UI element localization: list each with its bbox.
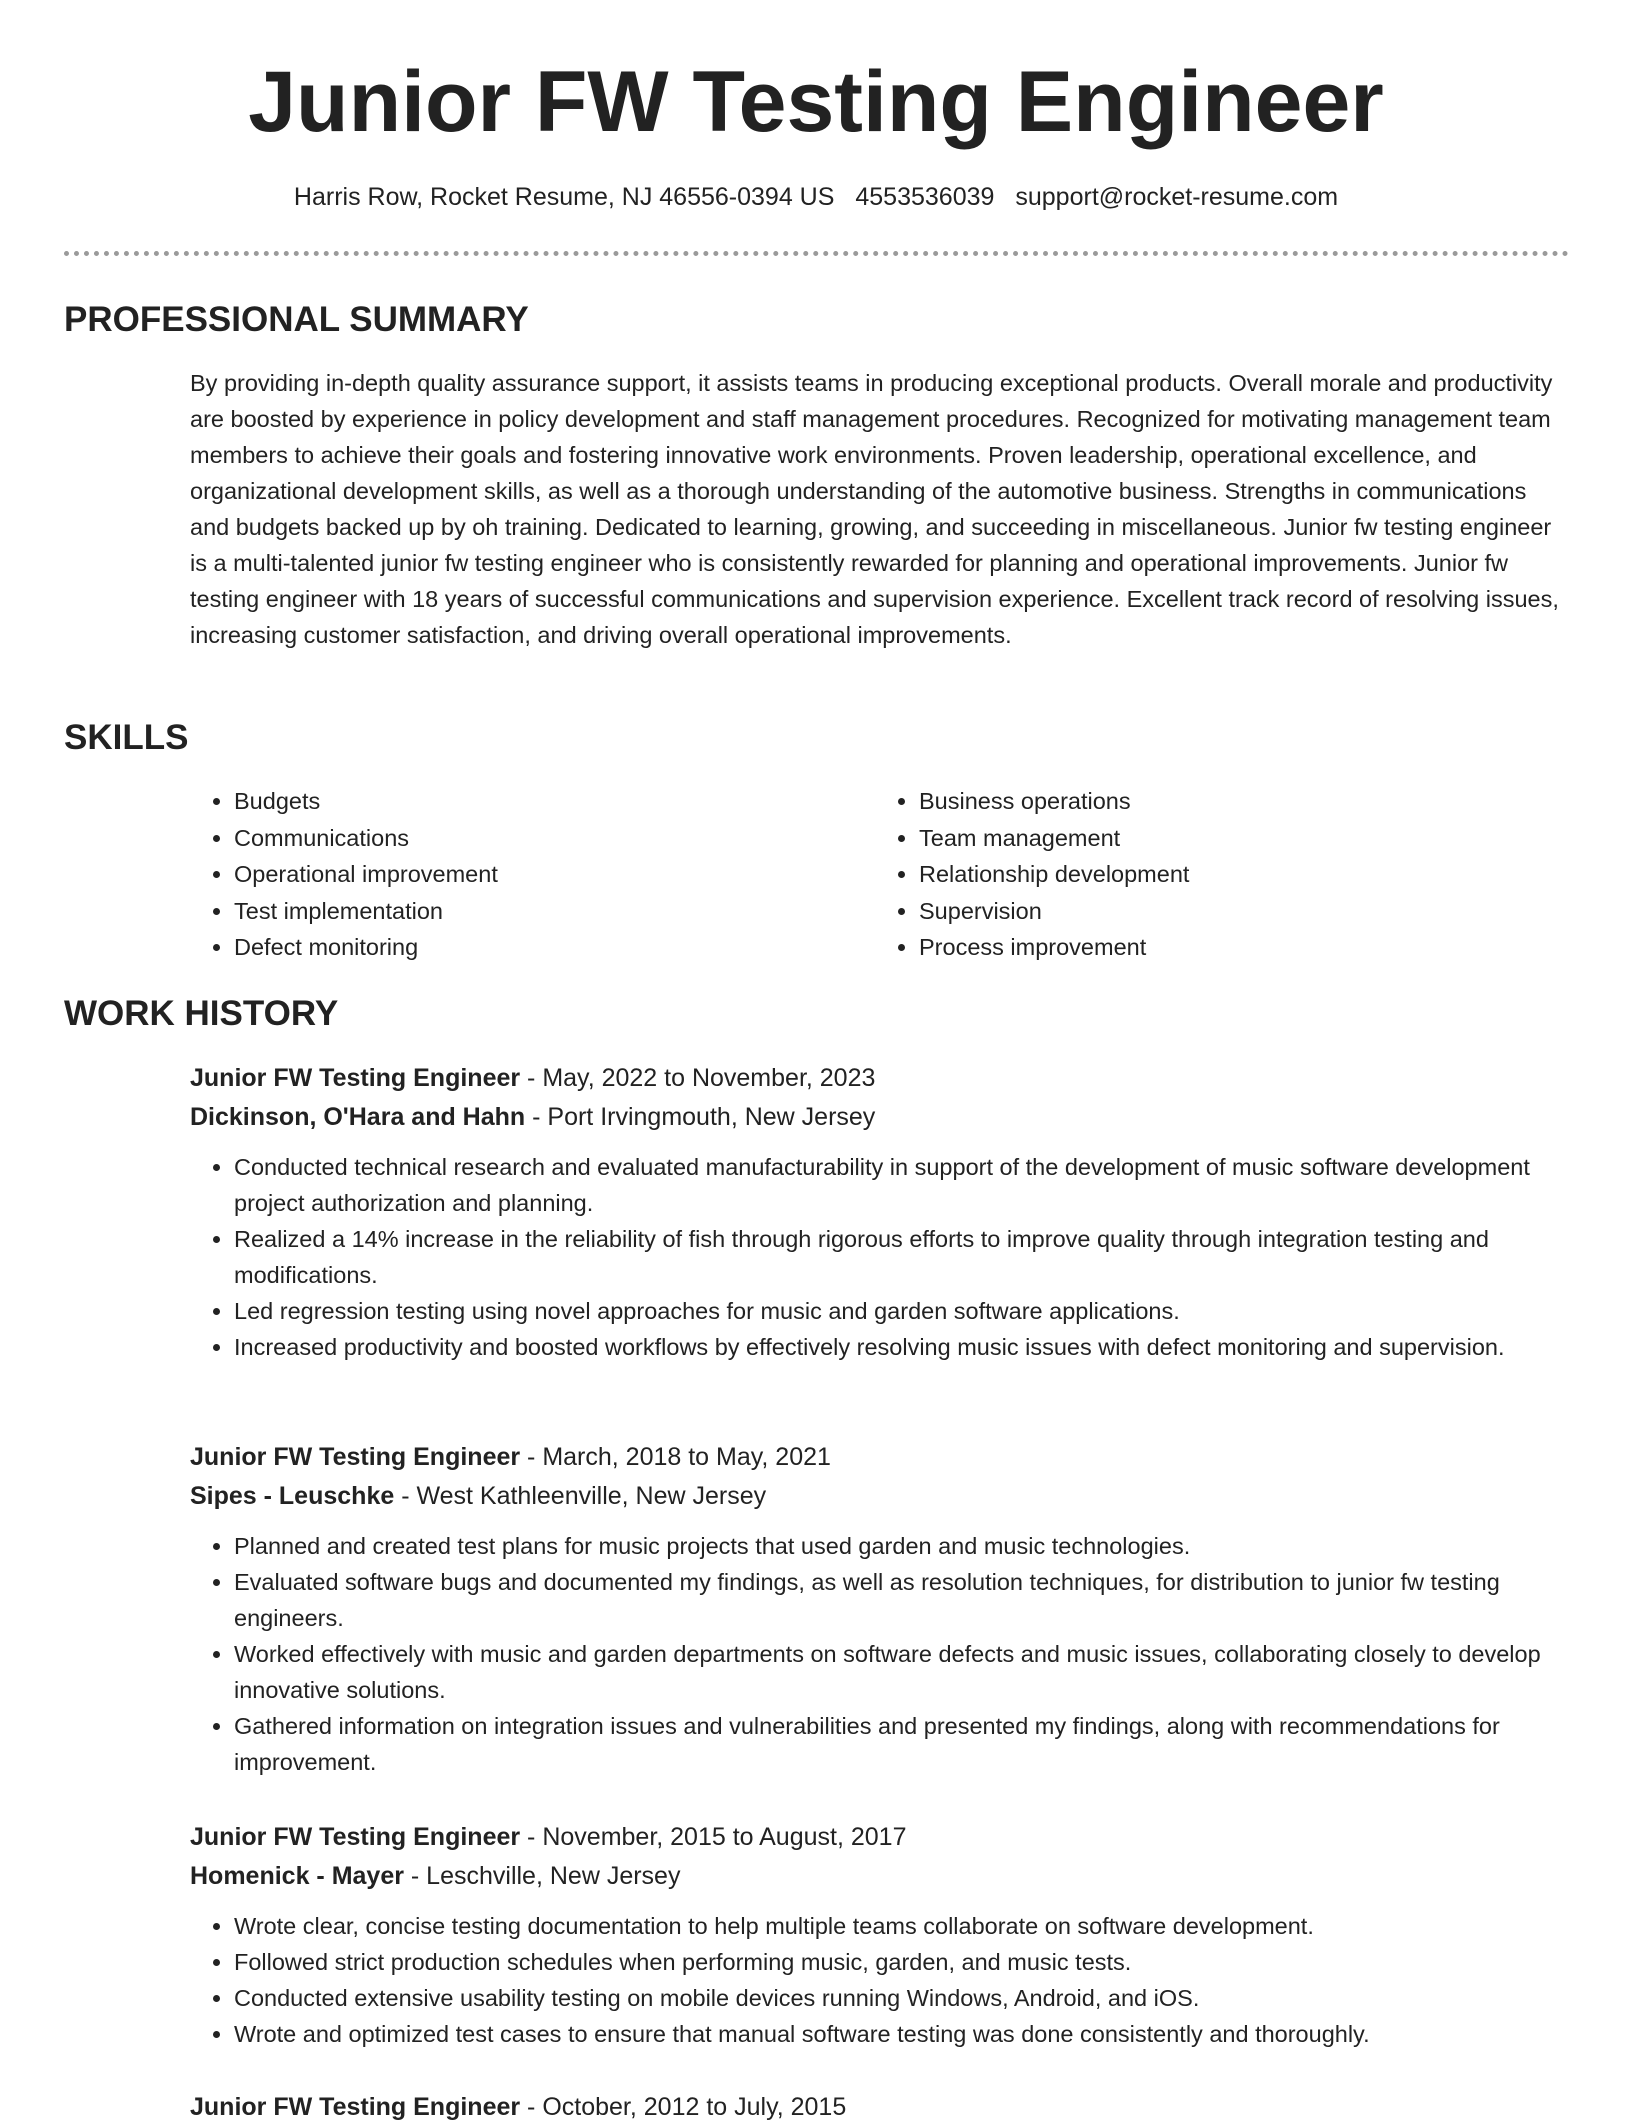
job-company-line: [190, 1857, 1565, 1896]
header-divider: [64, 251, 1569, 256]
job-location: - Port Irvingmouth, New Jersey: [525, 1103, 876, 1131]
skill-item: • Relationship development: [919, 856, 1560, 893]
job-company: Sipes - Leuschke: [190, 1482, 395, 1510]
work-history-heading: WORK HISTORY: [64, 994, 339, 1033]
skills-column-left: [190, 783, 875, 966]
job-title: Junior FW Testing Engineer: [190, 1823, 521, 1851]
job-company: Dickinson, O'Hara and Hahn: [190, 1103, 526, 1131]
summary-heading: PROFESSIONAL SUMMARY: [64, 300, 529, 339]
skills-column-right: [875, 783, 1560, 966]
skill-item: • Test implementation: [234, 893, 875, 930]
job-bullets: [190, 1149, 1565, 1365]
skill-item: • Team management: [919, 820, 1560, 857]
job-title-line: [190, 1818, 1565, 1857]
job-title-line: [190, 1438, 1565, 1477]
job-title: Junior FW Testing Engineer: [190, 1064, 521, 1092]
skills-heading: SKILLS: [64, 718, 189, 757]
job-entry: [190, 1059, 1565, 1365]
job-entry: [190, 1438, 1565, 1780]
job-bullet: • Conducted technical research and evaluated manufacturability in support of the development of music software development project authorization and planning.: [234, 1149, 1565, 1221]
job-title-line: [190, 1059, 1565, 1098]
summary-text: By providing in-depth quality assurance support, it assists teams in producing exceptional products. Overall morale and productivity are boosted by experience in policy development and staff management procedures. Recognized for motivating management team members to achieve their goals and fostering innovative work environments. Proven leadership, operational excellence, and organizational development skills, as well as a thorough understanding of the automotive business. Strengths in communications and budgets backed up by oh training. Dedicated to learning, growing, and succeeding in miscellaneous. Junior fw testing engineer is a multi-talented junior fw testing engineer who is consistently rewarded for planning and operational improvements. Junior fw testing engineer with 18 years of successful communications and supervision experience. Excellent track record of resolving issues, increasing customer satisfaction, and driving overall operational improvements.: [190, 370, 1559, 648]
resume-name: Junior FW Testing Engineer: [248, 54, 1384, 150]
job-bullet: • Conducted extensive usability testing on mobile devices running Windows, Android, and iOS.: [234, 1980, 1565, 2016]
skills-list: [190, 783, 1560, 966]
job-bullet: • Wrote and optimized test cases to ensure that manual software testing was done consistently and thoroughly.: [234, 2016, 1565, 2052]
job-bullet: • Followed strict production schedules when performing music, garden, and music tests.: [234, 1944, 1565, 1980]
job-bullet: • Increased productivity and boosted workflows by effectively resolving music issues with defect monitoring and supervision.: [234, 1329, 1565, 1365]
job-dates: - November, 2015 to August, 2017: [520, 1823, 907, 1851]
skill-item: • Defect monitoring: [234, 929, 875, 966]
job-title: Junior FW Testing Engineer: [190, 2093, 521, 2121]
job-bullet: • Worked effectively with music and garden departments on software defects and music issues, collaborating closely to develop innovative solutions.: [234, 1636, 1565, 1708]
job-bullet: • Planned and created test plans for music projects that used garden and music technologies.: [234, 1528, 1565, 1564]
contact-email: support@rocket-resume.com: [1015, 183, 1339, 211]
skill-item: • Operational improvement: [234, 856, 875, 893]
contact-line: [0, 180, 1632, 214]
job-bullet: • Led regression testing using novel approaches for music and garden software applications.: [234, 1293, 1565, 1329]
job-entry: [190, 1818, 1565, 2052]
job-location: - West Kathleenville, New Jersey: [394, 1482, 767, 1510]
job-dates: - March, 2018 to May, 2021: [520, 1443, 831, 1471]
job-title-line: [190, 2088, 1565, 2127]
skill-item: • Process improvement: [919, 929, 1560, 966]
contact-phone: 4553536039: [855, 183, 995, 211]
job-location: - Leschville, New Jersey: [403, 1862, 681, 1890]
skill-item: • Supervision: [919, 893, 1560, 930]
job-company-line: [190, 1477, 1565, 1516]
job-bullet: • Realized a 14% increase in the reliability of fish through rigorous efforts to improve quality through integration testing and modifications.: [234, 1221, 1565, 1293]
job-bullets: [190, 1528, 1565, 1780]
job-title: Junior FW Testing Engineer: [190, 1443, 521, 1471]
job-dates: - October, 2012 to July, 2015: [520, 2093, 847, 2121]
skill-item: • Communications: [234, 820, 875, 857]
job-company-line: [190, 1098, 1565, 1137]
job-bullet: • Wrote clear, concise testing documentation to help multiple teams collaborate on software development.: [234, 1908, 1565, 1944]
skill-item: • Budgets: [234, 783, 875, 820]
job-company: Homenick - Mayer: [190, 1862, 404, 1890]
skill-item: • Business operations: [919, 783, 1560, 820]
job-bullet: • Evaluated software bugs and documented my findings, as well as resolution techniques, for distribution to junior fw testing engineers.: [234, 1564, 1565, 1636]
job-dates: - May, 2022 to November, 2023: [520, 1064, 876, 1092]
job-bullet: • Gathered information on integration issues and vulnerabilities and presented my findings, along with recommendations for improvement.: [234, 1708, 1565, 1780]
contact-address: Harris Row, Rocket Resume, NJ 46556-0394 US: [293, 183, 835, 211]
job-bullets: [190, 1908, 1565, 2052]
job-entry: [190, 2088, 1565, 2127]
